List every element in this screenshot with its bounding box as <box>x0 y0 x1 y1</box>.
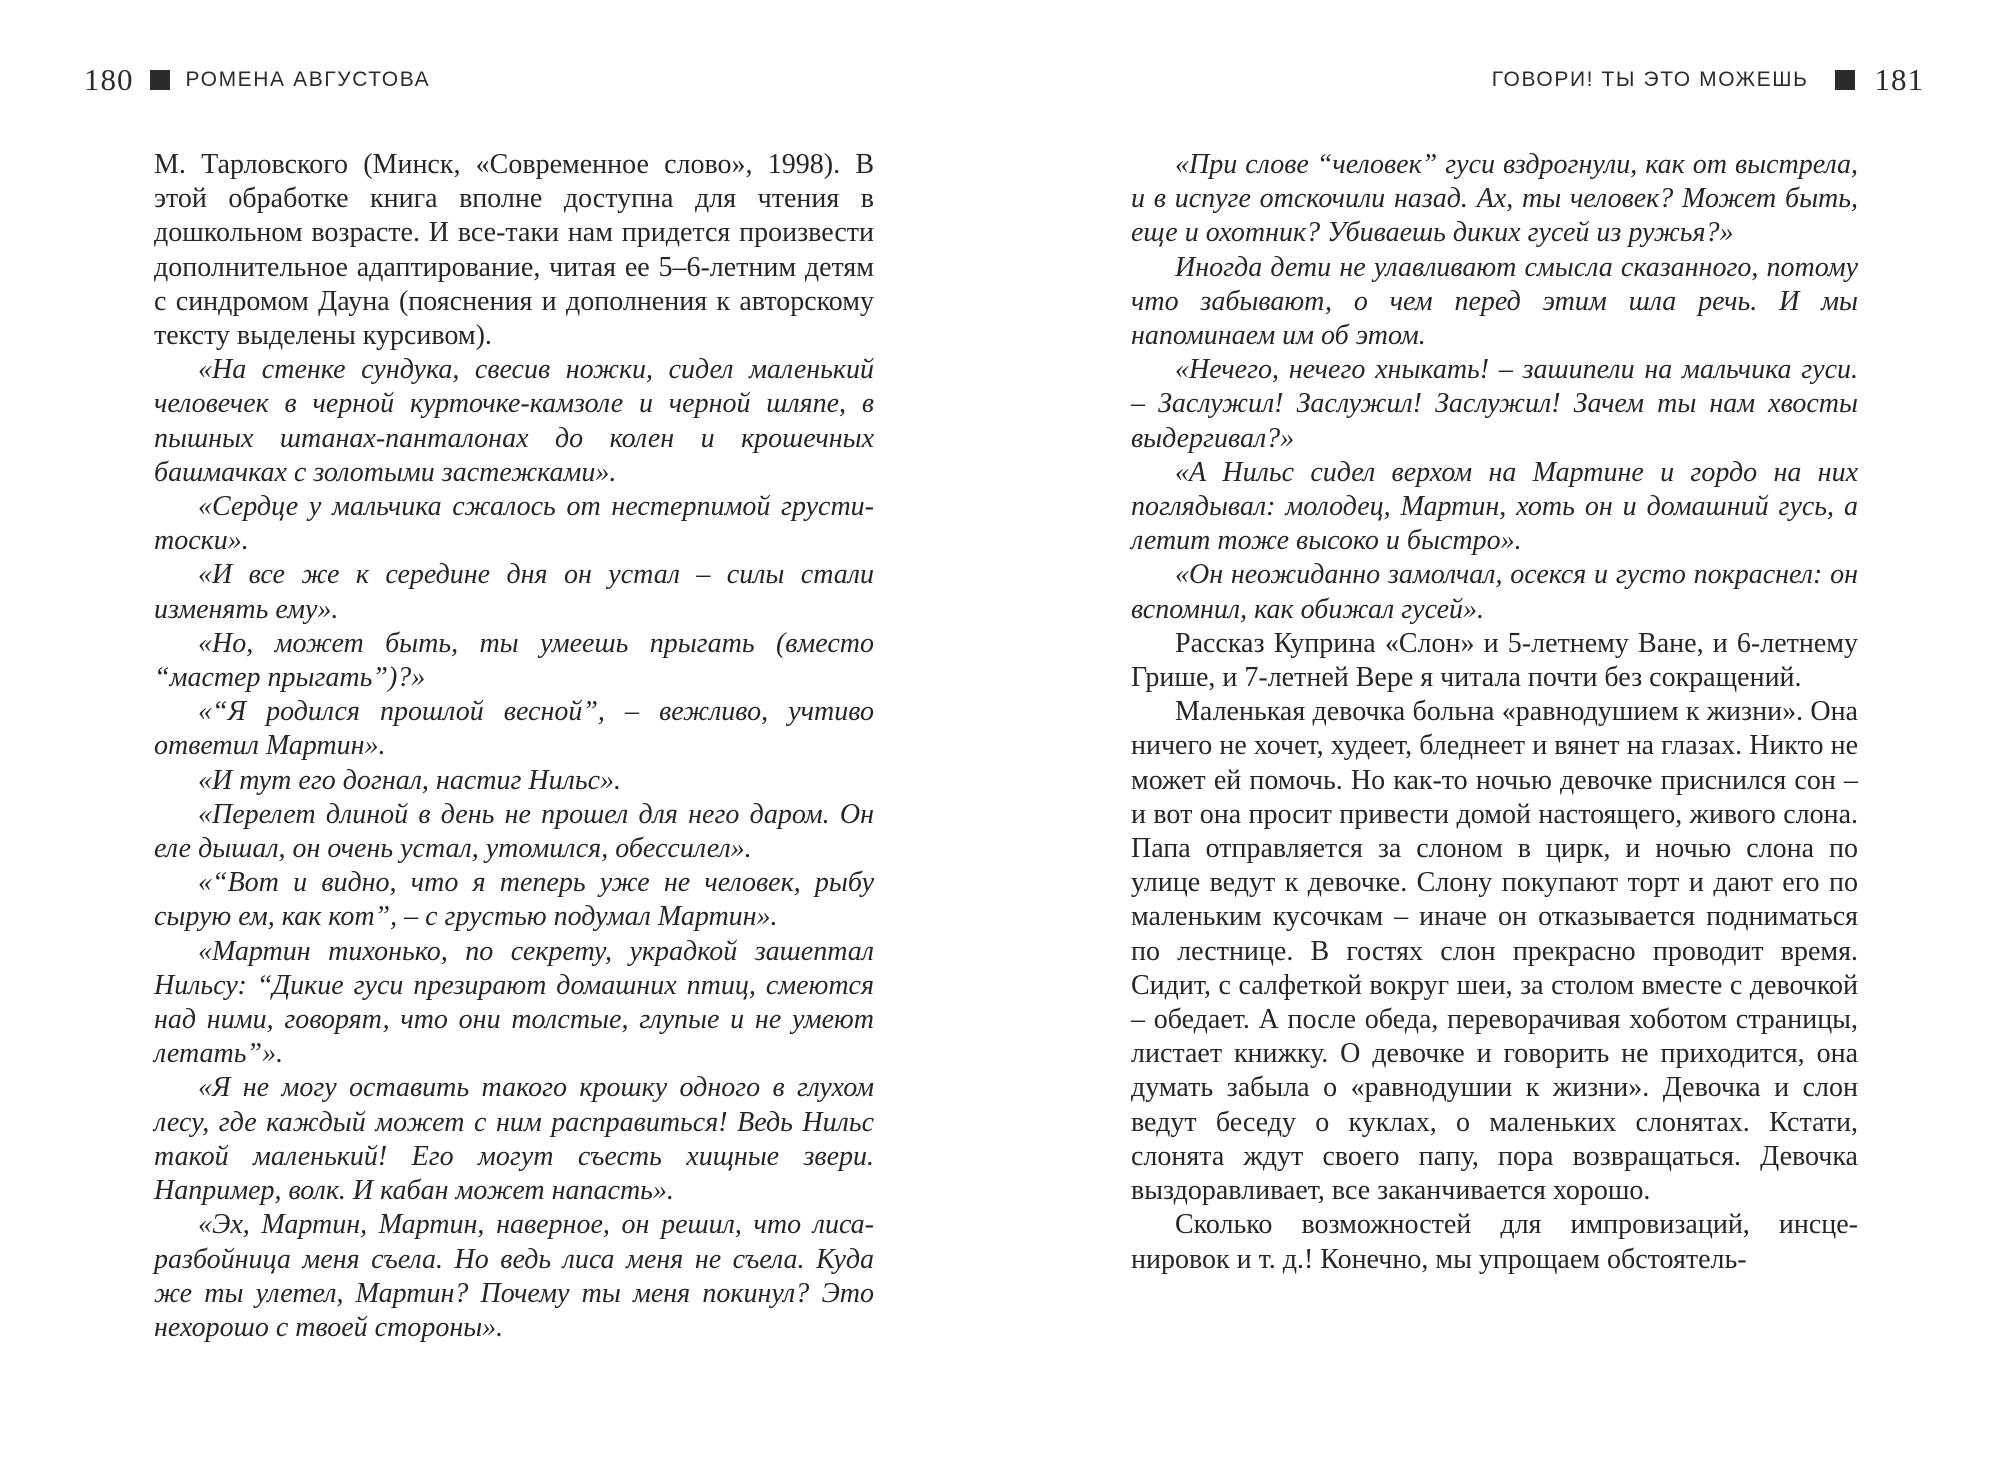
author-name: РОМЕНА АВГУСТОВА <box>185 68 431 91</box>
quote-paragraph: «Сердце у мальчика сжалось от нестерпимой грусти-тоски». <box>154 491 874 557</box>
quote-paragraph: «Нечего, нечего хныкать! – зашипели на мальчика гуси. – Заслужил! Заслужил! Заслужил! Зачем ты нам хвосты выдергивал?» <box>1131 354 1858 454</box>
paragraph: Маленькая девочка больна «равнодушием к жизни». Она ничего не хочет, худеет, бледнеет и вянет на глазах. Никто не может ей помочь. Но как-то ночью девочке приснился сон – и вот она просит привести домой настоящего, живого слона. Папа отправляется за слоном в цирк, и ночью слона по улице ведут к девочке. Слону покупают торт и дают его по маленьким кусочкам – иначе он отказывается подниматься по лестнице. В гостях слон прекрасно проводит время. Сидит, с салфеткой вокруг шеи, за столом вместе с девочкой – обедает. А после обеда, переворачивая хоботом страницы, листает книжку. О девочке и говорить не приходится, она думать забыла о «равнодушии к жизни». Девочка и слон ведут беседу о куклах, о маленьких слонятах. Кстати, слонята ждут своего папу, пора возвращаться. Девочка выздоравливает, все заканчивается хорошо. <box>1131 696 1858 1207</box>
quote-paragraph: «А Нильс сидел верхом на Мартине и гордо на них поглядывал: молодец, Мартин, хоть он и домашний гусь, а летит тоже высоко и быстро». <box>1131 456 1858 557</box>
quote-paragraph: «“Вот и видно, что я теперь уже не человек, рыбу сырую ем, как кот”, – с грустью подумал Мартин». <box>154 867 874 933</box>
quote-paragraph: «Мартин тихонько, по секрету, украдкой зашептал Нильсу: “Дикие гуси презирают домашних птиц, смеются над ними, говорят, что они толстые, глупые и не умеют летать”». <box>154 935 874 1070</box>
right-page <box>1000 0 2000 1478</box>
quote-paragraph: «И все же к середине дня он устал – силы стали изменять ему». <box>154 559 874 625</box>
page-number: 181 <box>1874 62 1924 97</box>
quote-paragraph: «“Я родился прошлой весной”, – вежливо, учтиво ответил Мартин». <box>154 696 874 762</box>
body-text-left <box>154 148 874 1345</box>
page-number: 180 <box>84 62 134 97</box>
paragraph: Сколько возможностей для импровизаций, инсценировок и т. д.! Конечно, мы упрощаем обстоятель- <box>1131 1209 1858 1275</box>
quote-paragraph: «На стенке сундука, свесив ножки, сидел маленький человечек в черной курточке-камзоле и черной шляпе, в пышных штанах-панталонах до колен и крошечных башмачках с золотыми застежками». <box>154 354 874 488</box>
quote-paragraph: Иногда дети не улавливают смысла сказанного, потому что забывают, о чем перед этим шла речь. И мы напоминаем им об этом. <box>1131 251 1858 352</box>
quote-paragraph: «Перелет длиной в день не прошел для него даром. Он еле дышал, он очень устал, утомился, обессилел». <box>154 798 874 865</box>
square-bullet-icon <box>150 70 170 90</box>
paragraph: М. Тарловского (Минск, «Современное слово», 1998). В этой обработке книга вполне доступна для чтения в дошкольном возрасте. И все-таки нам придется произвести дополнительное адаптирование, читая ее 5–6-летним детям с синдромом Дауна (пояснения и дополнения к авторскому тексту выделены курсивом). <box>154 149 874 352</box>
quote-paragraph: «При слове “человек” гуси вздрогнули, как от выстрела, и в испуге отскочили назад. Ах, ты человек? Может быть, еще и охотник? Убиваешь диких гусей из ружья?» <box>1131 149 1858 249</box>
running-header-right <box>1492 64 1924 95</box>
quote-paragraph: «И тут его догнал, настиг Нильс». <box>198 764 621 796</box>
quote-paragraph: «Он неожиданно замолчал, осекся и густо покраснел: он вспомнил, как обижал гусей». <box>1131 559 1858 625</box>
body-text-right <box>1131 148 1858 1277</box>
quote-paragraph: «Но, может быть, ты умеешь прыгать (вместо “мастер прыгать”)?» <box>154 627 874 694</box>
book-title: ГОВОРИ! ТЫ ЭТО МОЖЕШЬ <box>1491 68 1809 91</box>
running-header-left <box>84 64 430 95</box>
quote-paragraph: «Эх, Мартин, Мартин, наверное, он решил, что лиса-разбойница меня съела. Но ведь лиса меня не съела. Куда же ты улетел, Мартин? Почему ты меня покинул? Это нехорошо с твоей стороны». <box>154 1209 874 1343</box>
paragraph: Рассказ Куприна «Слон» и 5-летнему Ване, и 6-летнему Грише, и 7-летней Вере я читала почти без сокращений. <box>1131 627 1858 694</box>
quote-paragraph: «Я не могу оставить такого крошку одного в глухом лесу, где каждый может с ним расправиться! Ведь Нильс такой маленький! Его могут съесть хищные звери. Например, волк. И кабан может напасть». <box>154 1072 874 1207</box>
square-bullet-icon <box>1835 70 1855 90</box>
